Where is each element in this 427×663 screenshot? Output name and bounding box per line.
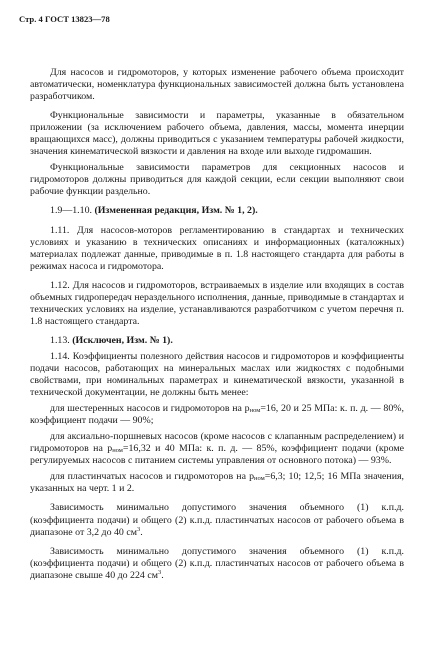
clause-1-9-1-10 — [30, 205, 404, 217]
clause-1-14: 1.14. Коэффициенты полезного действия насосов и гидромоторов и коэффициенты подачи насосов, работающих на минеральных маслах или жидкостях с подобными свойствами, при номинальных параметрах и кинематической вязкости, указанной в технической документации, не должны быть менее: — [30, 350, 404, 399]
dependency-range-3-2-40: Зависимость минимально допустимого значения объемного (1) к.п.д. (коэффициента подачи) и общего (2) к.п.д. пластинчатых насосов от рабочего объема в диапазоне от 3,2 до 40 $см^3$. — [30, 502, 404, 538]
clause-1-13 — [30, 335, 404, 347]
gear-pumps-efficiency: для шестеренных насосов и гидромоторов на $p_{ном}=16$, 20 и 25 МПа: к. п. д. — 80%, коэффициент подачи — 90%; — [30, 403, 404, 427]
paragraph-variable-displacement: Для насосов и гидромоторов, у которых изменение рабочего объема происходит автоматически, номенклатура функциональных зависимостей должна быть установлена разработчиком. — [30, 67, 404, 103]
page-header — [19, 14, 110, 24]
paragraph-functional-dependencies: Функциональные зависимости и параметры, указанные в обязательном приложении (за исключением рабочего объема, давления, массы, момента инерции вращающихся масс), должны приводиться с указанием температуры рабочей жидкости, значения кинематической вязкости и давления на входе или выходе гидромашин. — [30, 110, 404, 158]
document-body — [30, 67, 404, 589]
vane-pumps-efficiency: для пластинчатых насосов и гидромоторов на $p_{ном}=6,3$; 10; 12,5; 16 МПа значения, указанных на черт. 1 и 2. — [30, 471, 404, 495]
clause-number: 1.13. — [50, 334, 73, 346]
clause-number: 1.9—1.10. — [50, 205, 95, 217]
amendment-note: (Измененная редакция, Изм. № 1, 2). — [94, 205, 258, 217]
page-label: Стр. 4 ГОСТ 13823—78 — [19, 14, 110, 24]
exclusion-note: (Исключен, Изм. № 1). — [72, 334, 173, 346]
clause-1-11: 1.11. Для насосов-моторов регламентированию в стандартах и технических условиях и указанию в технических описаниях и информационных (каталожных) материалах подлежат данные, приводимые в п. 1.8 настоящего стандарта для работы в режимах насоса и гидромотора. — [30, 224, 404, 272]
dependency-range-40-224: Зависимость минимально допустимого значения объемного (1) к.п.д. (коэффициента подачи) и общего (2) к.п.д. пластинчатых насосов от рабочего объема в диапазоне свыше 40 до 224 $см^3$. — [30, 545, 404, 581]
clause-1-12: 1.12. Для насосов и гидромоторов, встраиваемых в изделие или входящих в состав объемных гидропередач нераздельного исполнения, данные, приводимые в стандартах и технических условиях на изделие, устанавливаются разработчиком с учетом перечня п. 1.8 настоящего стандарта. — [30, 279, 404, 327]
paragraph-sectional-pumps: Функциональные зависимости параметров для секционных насосов и гидромоторов должны приводиться для каждой секции, если секции выполняют свои рабочие функции раздельно. — [30, 162, 404, 198]
axial-piston-pumps-efficiency: для аксиально-поршневых насосов (кроме насосов с клапанным распределением) и гидромоторов на $p_{ном}=16,32$ и 40 МПа: к. п. д. — 85%, коэффициент подачи (кроме регулируемых насосов с питанием системы управления от основного потока) — 93%. — [30, 431, 404, 467]
